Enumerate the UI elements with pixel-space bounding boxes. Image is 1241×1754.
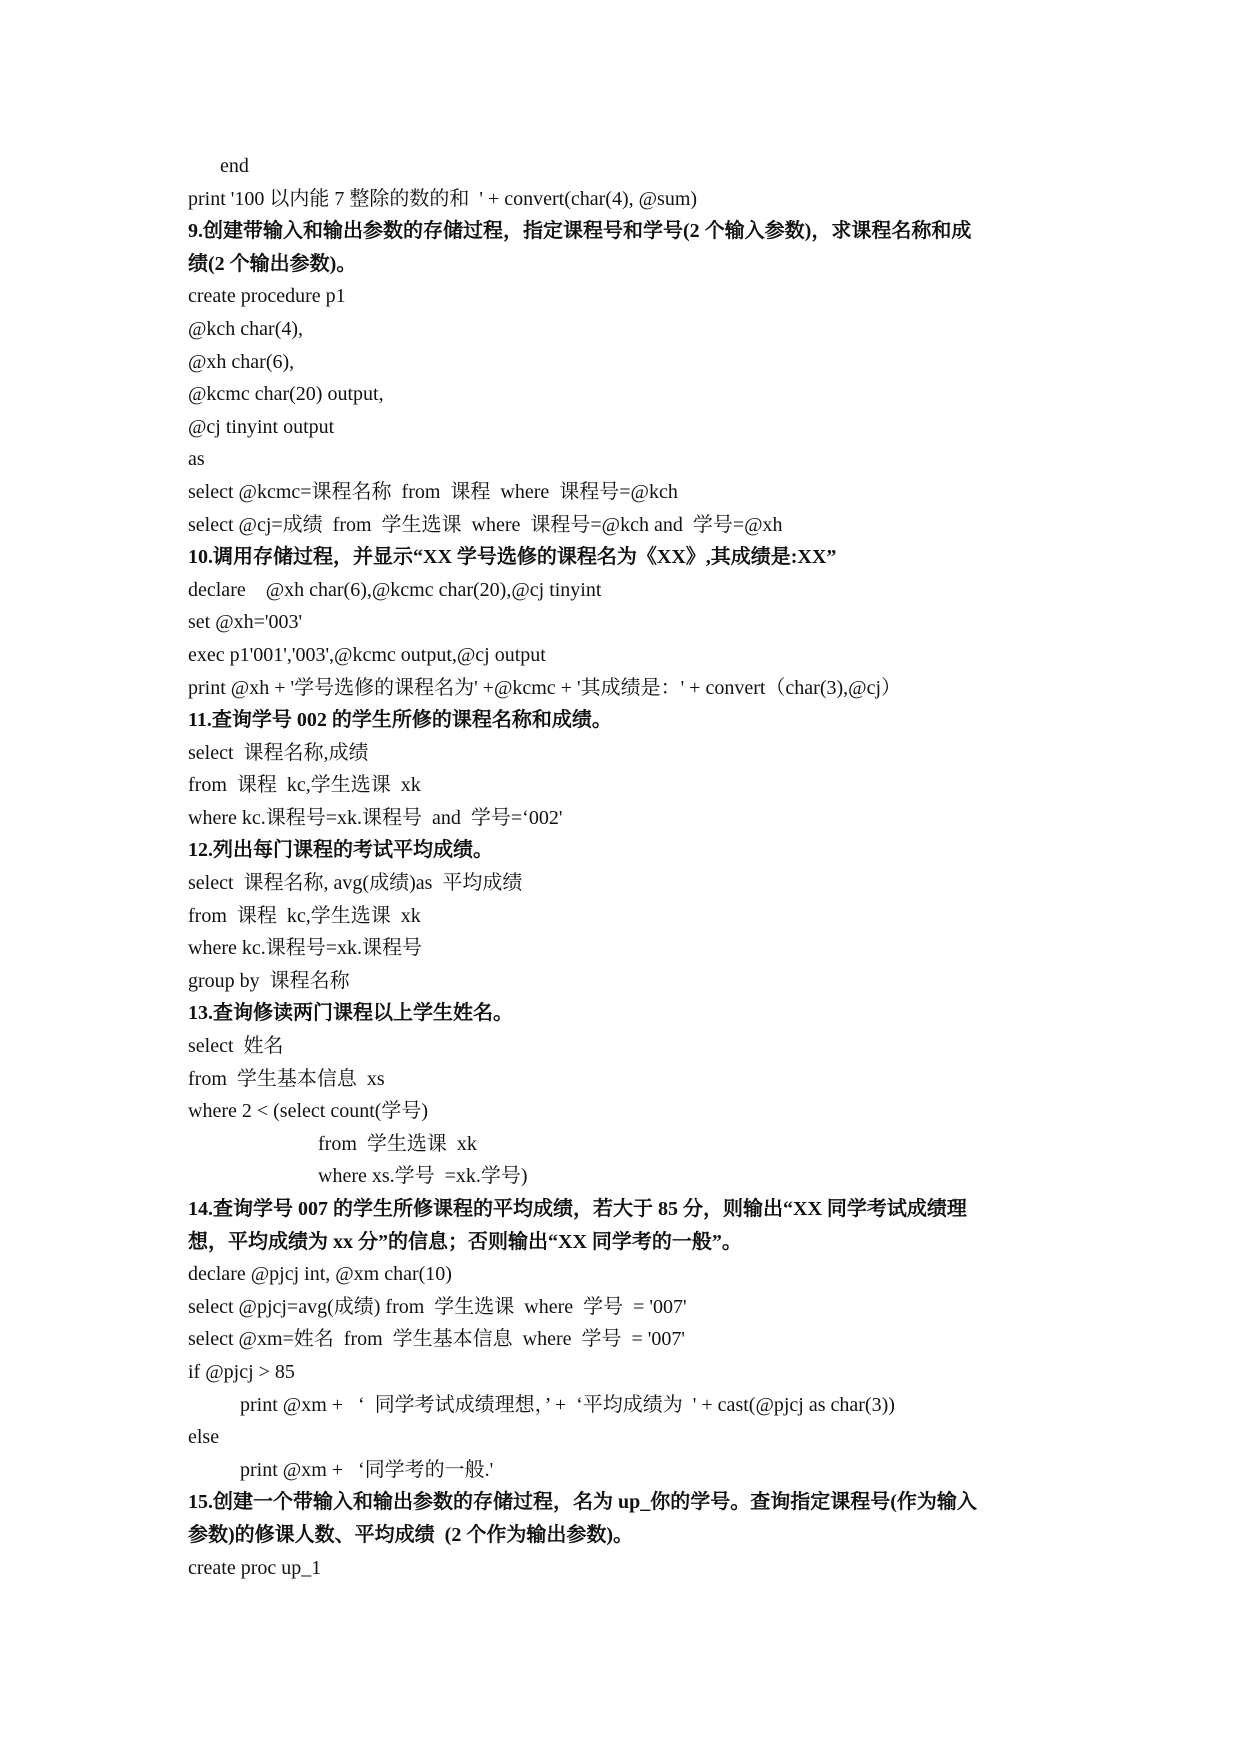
code-line: create proc up_1 xyxy=(188,1556,322,1579)
code-line: select 课程名称,成绩 xyxy=(188,741,369,764)
code-line: create procedure p1 xyxy=(188,285,346,308)
code-line: where kc.课程号=xk.课程号 xyxy=(188,937,423,960)
question-heading: 想，平均成绩为 xx 分”的信息；否则输出“XX 同学考的一般”。 xyxy=(188,1230,742,1253)
code-line: print @xh + '学号选修的课程名为' +@kcmc + '其成绩是：' + convert（char(3),@cj） xyxy=(188,676,902,699)
code-line: where kc.课程号=xk.课程号 and 学号=‘002' xyxy=(188,806,563,829)
code-line: select 课程名称, avg(成绩)as 平均成绩 xyxy=(188,872,523,895)
question-heading: 10.调用存储过程，并显示“XX 学号选修的课程名为《XX》,其成绩是:XX” xyxy=(188,546,837,569)
question-heading: 参数)的修课人数、平均成绩 (2 个作为输出参数)。 xyxy=(188,1523,633,1546)
code-line: from 学生基本信息 xs xyxy=(188,1067,385,1090)
document-page xyxy=(188,150,1088,1584)
code-line: select @pjcj=avg(成绩) from 学生选课 where 学号 = '007' xyxy=(188,1295,687,1318)
code-line: if @pjcj > 85 xyxy=(188,1360,295,1383)
code-line: where 2 < (select count(学号) xyxy=(188,1100,429,1123)
code-line: from 课程 kc,学生选课 xk xyxy=(188,774,421,797)
code-line: as xyxy=(188,448,205,471)
code-line: @cj tinyint output xyxy=(188,415,335,438)
code-line: @kcmc char(20) output, xyxy=(188,383,384,406)
code-line: print @xm + ‘同学考的一般.' xyxy=(240,1458,494,1481)
question-heading: 11.查询学号 002 的学生所修的课程名称和成绩。 xyxy=(188,709,612,732)
code-line: else xyxy=(188,1426,220,1449)
code-line: select @cj=成绩 from 学生选课 where 课程号=@kch and 学号=@xh xyxy=(188,513,783,536)
question-heading: 9.创建带输入和输出参数的存储过程，指定课程号和学号(2 个输入参数)，求课程名称和成 xyxy=(188,220,972,243)
question-heading: 绩(2 个输出参数)。 xyxy=(188,252,357,275)
code-line: print '100 以内能 7 整除的数的和 ' + convert(char(4), @sum) xyxy=(188,187,698,210)
code-line: end xyxy=(220,155,249,177)
question-heading: 13.查询修读两门课程以上学生姓名。 xyxy=(188,1002,513,1025)
code-line: where xs.学号 =xk.学号) xyxy=(318,1165,528,1188)
code-line: select 姓名 xyxy=(188,1035,284,1058)
code-line: from 课程 kc,学生选课 xk xyxy=(188,904,421,927)
code-line: from 学生选课 xk xyxy=(318,1132,477,1155)
code-line: group by 课程名称 xyxy=(188,969,350,992)
code-line: select @xm=姓名 from 学生基本信息 where 学号 = '007' xyxy=(188,1328,686,1351)
question-heading: 12.列出每门课程的考试平均成绩。 xyxy=(188,839,493,862)
question-heading: 14.查询学号 007 的学生所修课程的平均成绩，若大于 85 分，则输出“XX 同学考试成绩理 xyxy=(188,1198,967,1220)
code-line: exec p1'001','003',@kcmc output,@cj output xyxy=(188,643,546,666)
code-line: print @xm + ‘ 同学考试成绩理想，’ + ‘平均成绩为 ' + cast(@pjcj as char(3)) xyxy=(240,1393,895,1416)
code-line: declare @xh char(6),@kcmc char(20),@cj tinyint xyxy=(188,578,602,601)
code-line: set @xh='003' xyxy=(188,611,303,634)
code-line: @kch char(4), xyxy=(188,317,304,340)
code-line: select @kcmc=课程名称 from 课程 where 课程号=@kch xyxy=(188,480,678,503)
code-line: @xh char(6), xyxy=(188,350,295,373)
code-line: declare @pjcj int, @xm char(10) xyxy=(188,1263,452,1286)
question-heading: 15.创建一个带输入和输出参数的存储过程，名为 up_你的学号。查询指定课程号(作为输入 xyxy=(188,1491,977,1514)
